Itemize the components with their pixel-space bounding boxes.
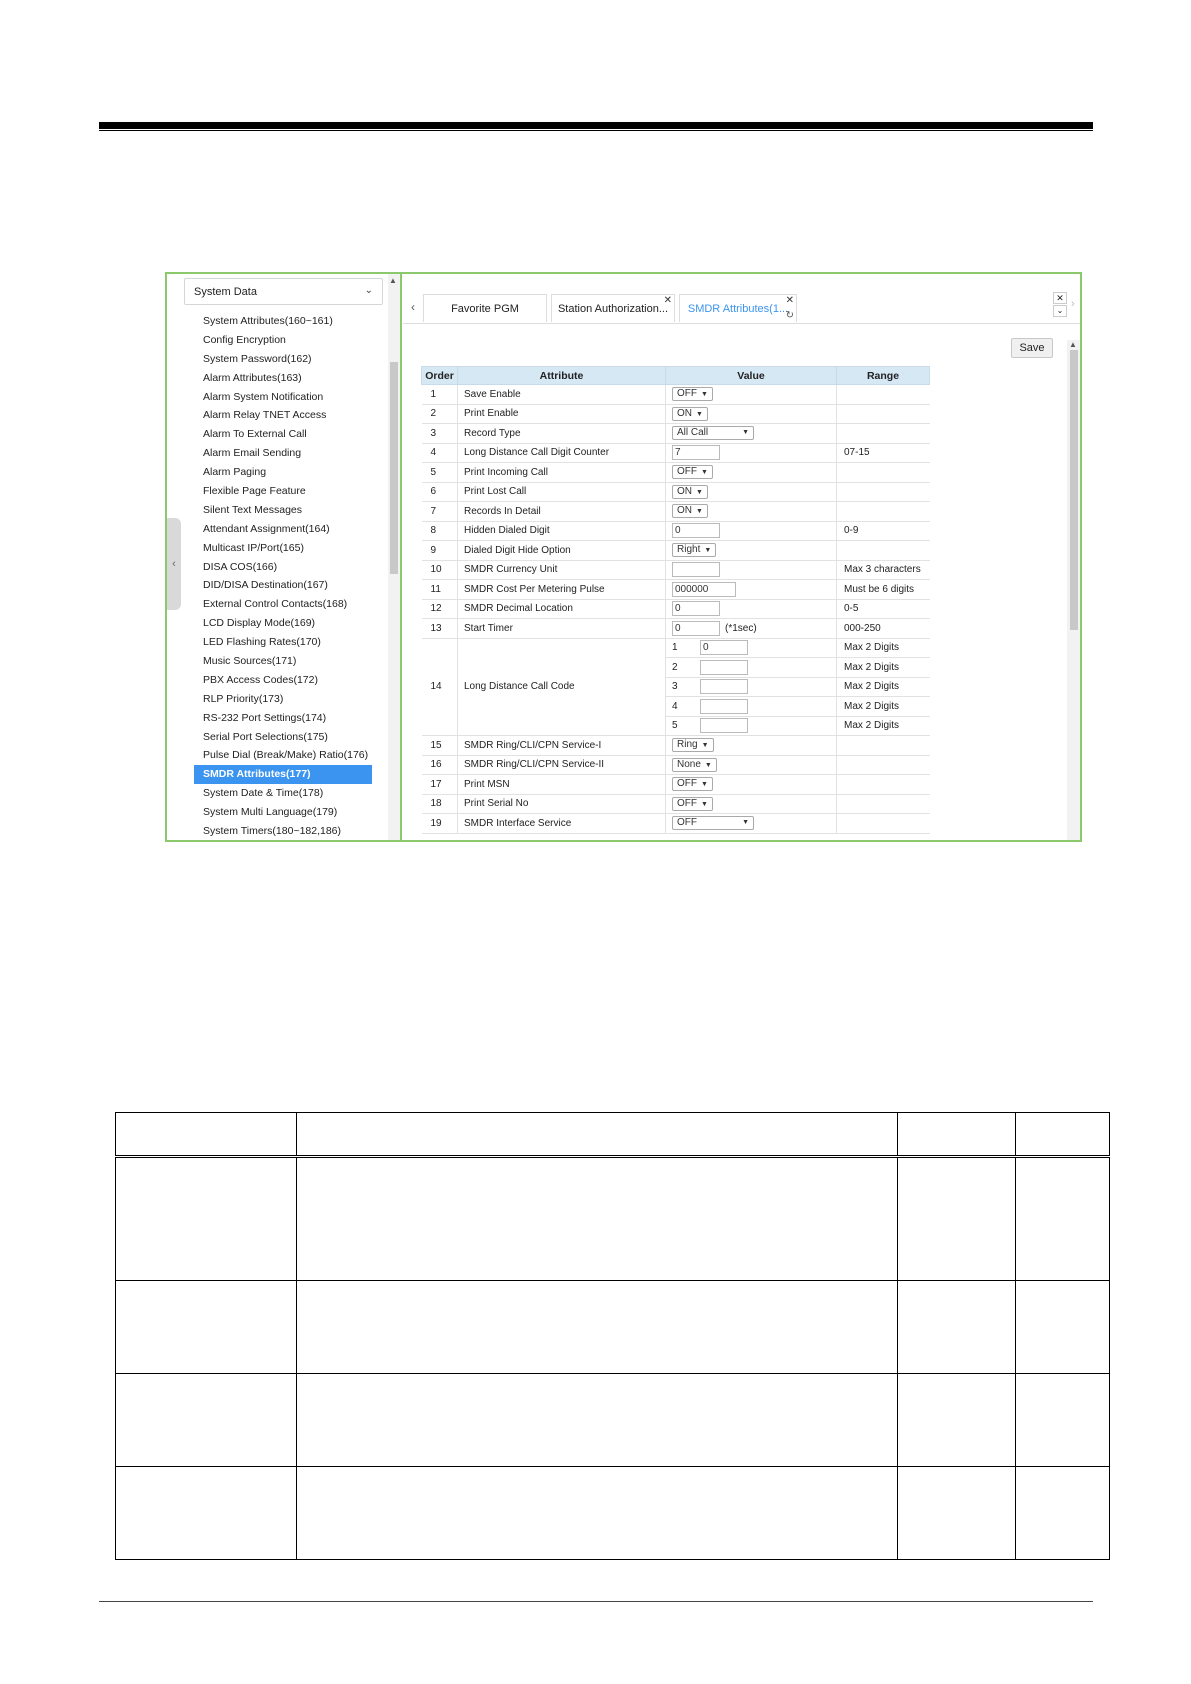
column-header-value: Value [666, 367, 837, 385]
value-cell [666, 385, 837, 405]
chevron-left-icon: ‹ [172, 558, 176, 570]
order-cell: 10 [422, 560, 458, 580]
order-cell: 4 [422, 443, 458, 463]
value-select-text: ON [677, 407, 692, 419]
sidebar-item[interactable]: Config Encryption [203, 333, 286, 346]
value-select[interactable] [672, 504, 708, 518]
caret-down-icon: ▼ [701, 391, 708, 399]
order-cell: 1 [422, 385, 458, 405]
sidebar-item[interactable]: System Multi Language(179) [203, 806, 338, 819]
table-row [422, 580, 930, 600]
order-cell: 13 [422, 619, 458, 639]
value-cell [666, 697, 837, 717]
caret-down-icon: ▼ [696, 488, 703, 496]
range-cell: Max 2 Digits [837, 697, 930, 717]
sidebar-item[interactable]: Serial Port Selections(175) [203, 730, 328, 743]
value-select-text: OFF [677, 817, 697, 829]
scroll-up-icon[interactable]: ▲ [1069, 340, 1077, 349]
range-cell: Must be 6 digits [837, 580, 930, 600]
value-cell [666, 424, 837, 444]
range-cell: Max 2 Digits [837, 677, 930, 697]
table-header-row [422, 367, 930, 385]
range-cell [837, 385, 930, 405]
attribute-cell: SMDR Currency Unit [458, 560, 666, 580]
range-cell [837, 736, 930, 756]
sidebar-item[interactable]: Alarm Attributes(163) [203, 371, 302, 384]
collapse-panel-handle[interactable] [167, 518, 181, 610]
order-cell: 9 [422, 541, 458, 561]
value-select-text: All Call [677, 427, 709, 439]
table-row [422, 385, 930, 405]
range-cell: Max 2 Digits [837, 638, 930, 658]
value-select-text: ON [677, 505, 692, 517]
table-row [422, 755, 930, 775]
table-row [422, 443, 930, 463]
right-scrollbar-thumb[interactable] [1070, 350, 1078, 630]
value-select[interactable] [672, 407, 708, 421]
tab-smdr-attributes[interactable] [679, 294, 797, 322]
value-cell [666, 736, 837, 756]
attribute-cell: Dialed Digit Hide Option [458, 541, 666, 561]
table-row [422, 814, 930, 834]
value-select-text: OFF [677, 778, 697, 790]
value-select[interactable] [672, 465, 713, 479]
value-select[interactable] [672, 485, 708, 499]
value-cell [666, 580, 837, 600]
table-header-row [116, 1113, 1110, 1157]
table-row [422, 463, 930, 483]
sidebar-item[interactable]: Multicast IP/Port(165) [203, 541, 304, 554]
sidebar-item[interactable]: Alarm Relay TNET Access [203, 409, 327, 422]
value-cell [666, 463, 837, 483]
value-input[interactable] [700, 660, 748, 675]
order-cell: 12 [422, 599, 458, 619]
table-row [422, 794, 930, 814]
value-cell [666, 716, 837, 736]
attribute-cell: SMDR Cost Per Metering Pulse [458, 580, 666, 600]
caret-down-icon: ▼ [701, 781, 708, 789]
tab-favorite-pgm[interactable] [423, 294, 547, 322]
value-input[interactable]: 0 [672, 621, 720, 636]
value-cell [666, 755, 837, 775]
range-cell [837, 424, 930, 444]
system-data-select-label: System Data [194, 286, 257, 298]
sidebar-item[interactable]: Alarm System Notification [203, 390, 324, 403]
range-cell: Max 3 characters [837, 560, 930, 580]
attribute-cell: Records In Detail [458, 502, 666, 522]
table-row [422, 521, 930, 541]
value-cell [666, 404, 837, 424]
table-row [422, 560, 930, 580]
sidebar-item[interactable]: Flexible Page Feature [203, 485, 306, 498]
attribute-cell: Print Incoming Call [458, 463, 666, 483]
value-cell [666, 560, 837, 580]
value-input[interactable] [700, 699, 748, 714]
range-cell [837, 814, 930, 834]
sidebar-item[interactable]: SMDR Attributes(177) [194, 765, 372, 784]
value-cell [666, 658, 837, 678]
tabs-next-icon[interactable]: › [1071, 298, 1075, 310]
table-row [422, 599, 930, 619]
sidebar-item[interactable]: RLP Priority(173) [203, 692, 284, 705]
range-cell [837, 404, 930, 424]
refresh-icon[interactable]: ↻ [785, 310, 794, 321]
system-data-select[interactable] [184, 278, 383, 305]
attribute-cell: SMDR Ring/CLI/CPN Service-I [458, 736, 666, 756]
sidebar-item[interactable]: LCD Display Mode(169) [203, 617, 316, 630]
tab-label: Favorite PGM [451, 303, 519, 315]
table-row [422, 619, 930, 639]
sidebar-item[interactable]: System Timers(180~182,186) [203, 825, 342, 838]
caret-down-icon: ▼ [701, 800, 708, 808]
caret-down-icon: ▼ [704, 761, 712, 769]
value-cell [666, 619, 837, 639]
sidebar-item[interactable]: Music Sources(171) [203, 655, 297, 668]
value-select-text: Right [677, 544, 701, 556]
value-select[interactable] [672, 738, 714, 752]
value-input[interactable]: 0 [672, 601, 720, 616]
value-cell [666, 775, 837, 795]
range-cell [837, 541, 930, 561]
sidebar-item[interactable]: System Attributes(160~161) [203, 315, 333, 327]
value-select[interactable] [672, 777, 713, 791]
caret-down-icon: ▼ [742, 429, 749, 437]
value-cell [666, 638, 837, 658]
order-cell: 15 [422, 736, 458, 756]
value-input[interactable]: 000000 [672, 582, 736, 597]
sidebar-item[interactable]: Alarm Paging [203, 466, 267, 479]
table-row [422, 404, 930, 424]
order-cell: 14 [422, 638, 458, 736]
value-select-text: OFF [677, 466, 697, 478]
screenshot-frame [165, 272, 1082, 842]
value-cell [666, 599, 837, 619]
value-select-text: Ring [677, 739, 698, 751]
attribute-cell: Long Distance Call Digit Counter [458, 443, 666, 463]
left-scrollbar[interactable] [388, 274, 400, 840]
sidebar-item[interactable]: Alarm To External Call [203, 428, 307, 441]
sidebar-item[interactable]: LED Flashing Rates(170) [203, 636, 321, 649]
sub-index: 5 [672, 720, 678, 732]
value-input[interactable]: 0 [672, 523, 720, 538]
order-cell: 11 [422, 580, 458, 600]
caret-down-icon: ▼ [701, 742, 709, 750]
value-input[interactable] [672, 562, 720, 577]
sidebar-item[interactable]: RS-232 Port Settings(174) [203, 711, 327, 724]
tab-label: Station Authorization... [557, 303, 669, 315]
sidebar-item[interactable]: External Control Contacts(168) [203, 598, 348, 611]
sidebar-item[interactable]: Attendant Assignment(164) [203, 522, 330, 535]
caret-down-icon: ▼ [696, 508, 703, 516]
range-cell: 07-15 [837, 443, 930, 463]
value-cell [666, 521, 837, 541]
value-select[interactable] [672, 543, 716, 557]
range-cell [837, 794, 930, 814]
range-cell [837, 755, 930, 775]
range-cell [837, 775, 930, 795]
value-input[interactable]: 7 [672, 445, 720, 460]
order-cell: 5 [422, 463, 458, 483]
range-cell [837, 502, 930, 522]
table-row [422, 638, 930, 658]
value-cell [666, 677, 837, 697]
sub-index: 1 [672, 642, 678, 654]
value-select-text: OFF [677, 797, 697, 809]
value-cell [666, 502, 837, 522]
attribute-cell: Start Timer [458, 619, 666, 639]
sidebar-item[interactable]: Silent Text Messages [203, 503, 303, 516]
table-row [422, 541, 930, 561]
attribute-cell: Print MSN [458, 775, 666, 795]
scroll-up-icon[interactable]: ▲ [389, 276, 397, 285]
order-cell: 19 [422, 814, 458, 834]
value-select-text: ON [677, 485, 692, 497]
column-header-order: Order [422, 367, 458, 385]
sidebar-item[interactable]: Pulse Dial (Break/Make) Ratio(176) [203, 749, 369, 762]
sub-index: 4 [672, 700, 678, 712]
tab-station-authorization[interactable] [551, 294, 675, 322]
caret-down-icon: ▼ [742, 819, 749, 827]
attribute-cell: Print Serial No [458, 794, 666, 814]
order-cell: 18 [422, 794, 458, 814]
header-rule [99, 122, 1093, 129]
attribute-cell: Long Distance Call Code [458, 638, 666, 736]
range-cell [837, 482, 930, 502]
value-cell [666, 794, 837, 814]
table-row [116, 1374, 1110, 1467]
table-row [116, 1157, 1110, 1281]
tab-label: SMDR Attributes(1... [687, 303, 789, 315]
order-cell: 7 [422, 502, 458, 522]
value-cell [666, 482, 837, 502]
value-select[interactable] [672, 387, 713, 401]
right-panel [403, 274, 1082, 840]
order-cell: 16 [422, 755, 458, 775]
sidebar-item[interactable]: DISA COS(166) [203, 560, 278, 573]
order-cell: 8 [422, 521, 458, 541]
range-cell: 000-250 [837, 619, 930, 639]
range-cell: 0-9 [837, 521, 930, 541]
value-input[interactable] [700, 679, 748, 694]
sidebar-item[interactable]: System Date & Time(178) [203, 787, 324, 800]
panel-divider [400, 274, 402, 840]
table-row [422, 775, 930, 795]
smdr-attributes-table [421, 366, 930, 834]
attribute-cell: Hidden Dialed Digit [458, 521, 666, 541]
value-cell [666, 443, 837, 463]
value-input[interactable] [700, 718, 748, 733]
sidebar-item[interactable]: Alarm Email Sending [203, 447, 302, 460]
sidebar-item[interactable]: DID/DISA Destination(167) [203, 579, 328, 592]
range-cell: 0-5 [837, 599, 930, 619]
chevron-down-icon: ⌄ [364, 285, 373, 296]
sidebar-item[interactable]: PBX Access Codes(172) [203, 673, 318, 686]
table-row [422, 502, 930, 522]
sub-index: 3 [672, 681, 678, 693]
value-select[interactable] [672, 816, 754, 830]
attribute-cell: SMDR Interface Service [458, 814, 666, 834]
order-cell: 2 [422, 404, 458, 424]
value-select-text: None [677, 758, 701, 770]
value-input[interactable]: 0 [700, 640, 748, 655]
caret-down-icon: ▼ [696, 410, 703, 418]
attribute-cell: Print Enable [458, 404, 666, 424]
range-cell: Max 2 Digits [837, 716, 930, 736]
value-select[interactable] [672, 426, 754, 440]
value-select-text: OFF [677, 388, 697, 400]
close-all-tabs-icon[interactable]: ✕ [1053, 292, 1067, 304]
right-scrollbar[interactable] [1067, 340, 1080, 840]
order-cell: 17 [422, 775, 458, 795]
tabs-prev-icon[interactable]: ‹ [411, 300, 415, 314]
attribute-cell: Print Lost Call [458, 482, 666, 502]
caret-down-icon: ▼ [704, 547, 712, 555]
program-menu [184, 312, 383, 841]
left-panel [167, 274, 402, 840]
unit-label: (*1sec) [725, 622, 757, 634]
attribute-cell: SMDR Ring/CLI/CPN Service-II [458, 755, 666, 775]
tabs-bar [403, 274, 1082, 324]
column-header-attribute: Attribute [458, 367, 666, 385]
header-rule-thin [99, 130, 1093, 131]
value-cell [666, 814, 837, 834]
table-row [422, 424, 930, 444]
table-row [422, 736, 930, 756]
value-select[interactable] [672, 758, 717, 772]
caret-down-icon: ▼ [701, 469, 708, 477]
footer-rule [99, 1601, 1093, 1602]
value-cell [666, 541, 837, 561]
save-button[interactable]: Save [1011, 338, 1053, 358]
tabs-dropdown-icon[interactable]: ⌄ [1053, 305, 1067, 317]
order-cell: 3 [422, 424, 458, 444]
value-select[interactable] [672, 797, 713, 811]
range-cell: Max 2 Digits [837, 658, 930, 678]
table-row [116, 1467, 1110, 1560]
column-header-range: Range [837, 367, 930, 385]
attribute-cell: Record Type [458, 424, 666, 444]
sidebar-item[interactable]: System Password(162) [203, 352, 312, 365]
table-row [422, 482, 930, 502]
order-cell: 6 [422, 482, 458, 502]
table-row [116, 1281, 1110, 1374]
range-cell [837, 463, 930, 483]
close-icon[interactable]: ✕ [785, 295, 794, 306]
attribute-cell: SMDR Decimal Location [458, 599, 666, 619]
close-icon[interactable]: ✕ [663, 295, 672, 306]
left-scrollbar-thumb[interactable] [390, 362, 398, 574]
sub-index: 2 [672, 661, 678, 673]
attribute-cell: Save Enable [458, 385, 666, 405]
description-table [115, 1112, 1110, 1560]
